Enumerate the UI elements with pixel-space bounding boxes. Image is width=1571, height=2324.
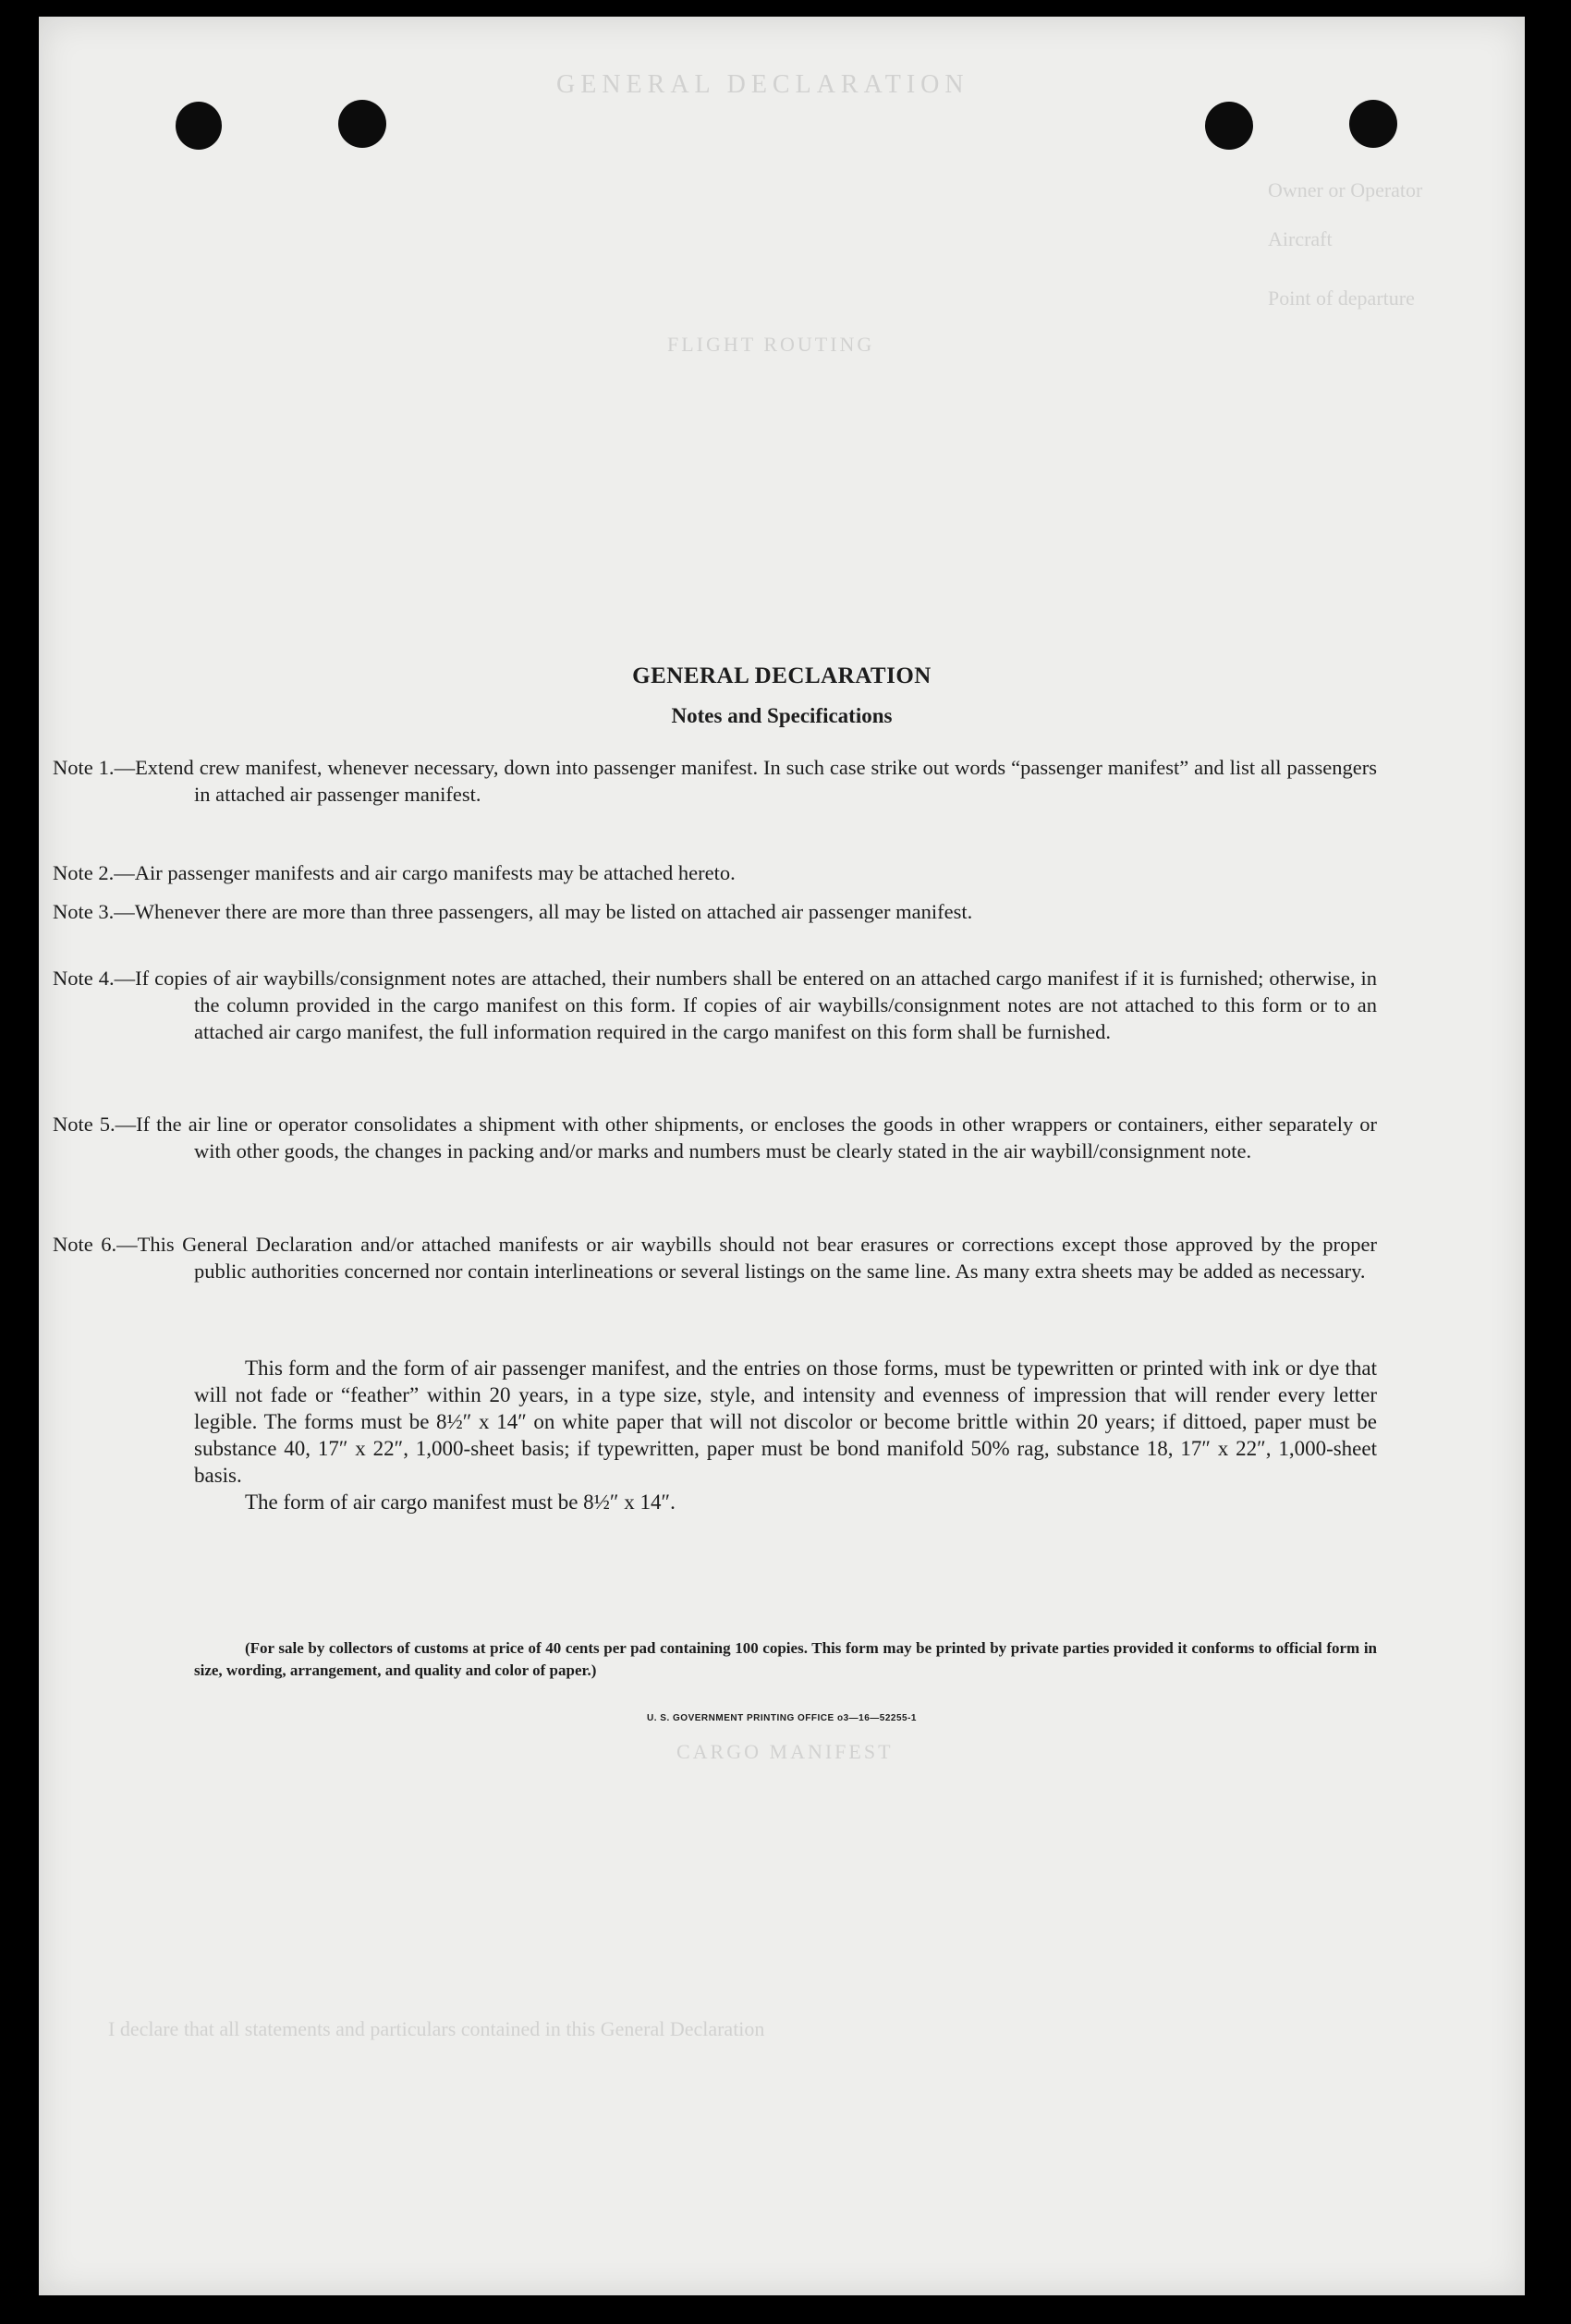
specifications [194, 1355, 1377, 1515]
note-4-label: Note 4. [53, 967, 115, 990]
note-5 [53, 1111, 1377, 1164]
note-3 [53, 898, 1377, 925]
page-subtitle: Notes and Specifications [671, 704, 893, 727]
note-6-text: —This General Declaration and/or attached manifests or air waybills should not bear erasures or corrections except those approved by the proper public authorities concerned nor contain interlineations or several listings on the same line. As many extra sheets may be added as necessary. [116, 1233, 1377, 1283]
punch-hole-1 [176, 102, 222, 150]
punch-hole-4 [1349, 100, 1397, 148]
bleed-routing: FLIGHT ROUTING [667, 333, 875, 356]
note-1 [53, 754, 1377, 808]
note-2 [53, 859, 1377, 886]
specification-paper: This form and the form of air passenger manifest, and the entries on those forms, must be typewritten or printed with ink or dye that will not fade or “feather” within 20 years, in a type size, style, and intensity and evenness of impression that will render every letter legible. The forms must be 8½″ x 14″ on white paper that will not discolor or become brittle within 20 years; if dittoed, paper must be substance 40, 17″ x 22″, 1,000-sheet basis; if typewritten, paper must be bond manifold 50% rag, substance 18, 17″ x 22″, 1,000-sheet basis. [194, 1357, 1377, 1487]
note-3-label: Note 3. [53, 900, 115, 923]
bleed-aircraft: Aircraft [1268, 227, 1333, 250]
note-3-text: —Whenever there are more than three passengers, all may be listed on attached air passenger manifest. [114, 900, 973, 923]
note-2-text: —Air passenger manifests and air cargo manifests may be attached hereto. [114, 861, 736, 884]
punch-hole-3 [1205, 102, 1253, 150]
bleed-owner: Owner or Operator [1268, 178, 1423, 201]
note-5-label: Note 5. [53, 1113, 116, 1136]
page-title: GENERAL DECLARATION [632, 663, 932, 688]
note-4-text: —If copies of air waybills/consignment notes are attached, their numbers shall be entered on an attached cargo manifest if it is furnished; otherwise, in the column provided in the cargo manifest on this form. If copies of air waybills/consignment notes are not attached to this form or to an attached air cargo manifest, the full information required in the cargo manifest on this form shall be furnished. [114, 967, 1377, 1043]
note-6-label: Note 6. [53, 1233, 117, 1256]
bleed-heading: GENERAL DECLARATION [556, 70, 969, 99]
note-4 [53, 965, 1377, 1045]
bleed-point: Point of departure [1268, 286, 1415, 310]
printer-line: U. S. GOVERNMENT PRINTING OFFICE o3—16—52255-1 [647, 1713, 917, 1723]
note-1-label: Note 1. [53, 756, 115, 779]
note-2-label: Note 2. [53, 861, 115, 884]
bleed-cargo: CARGO MANIFEST [676, 1740, 894, 1763]
note-1-text: —Extend crew manifest, whenever necessary, down into passenger manifest. In such case strike out words “passenger manifest” and list all passengers in attached air passenger manifest. [114, 756, 1377, 806]
sale-notice [194, 1637, 1377, 1682]
note-5-text: —If the air line or operator consolidates a shipment with other shipments, or encloses the goods in other wrappers or containers, either separately or with other goods, the changes in packing and/or marks and numbers must be clearly stated in the air waybill/consignment note. [115, 1113, 1377, 1162]
document-page [39, 17, 1525, 2295]
specification-cargo: The form of air cargo manifest must be 8½″ x 14″. [245, 1491, 676, 1514]
bleed-declaration: I declare that all statements and particulars contained in this General Declaration [108, 2017, 765, 2040]
sale-notice-text: (For sale by collectors of customs at price of 40 cents per pad containing 100 copies. This form may be printed by private parties provided it conforms to official form in size, wording, arrangement, and quality and color of paper.) [194, 1639, 1377, 1679]
note-6 [53, 1231, 1377, 1284]
punch-hole-2 [338, 100, 386, 148]
